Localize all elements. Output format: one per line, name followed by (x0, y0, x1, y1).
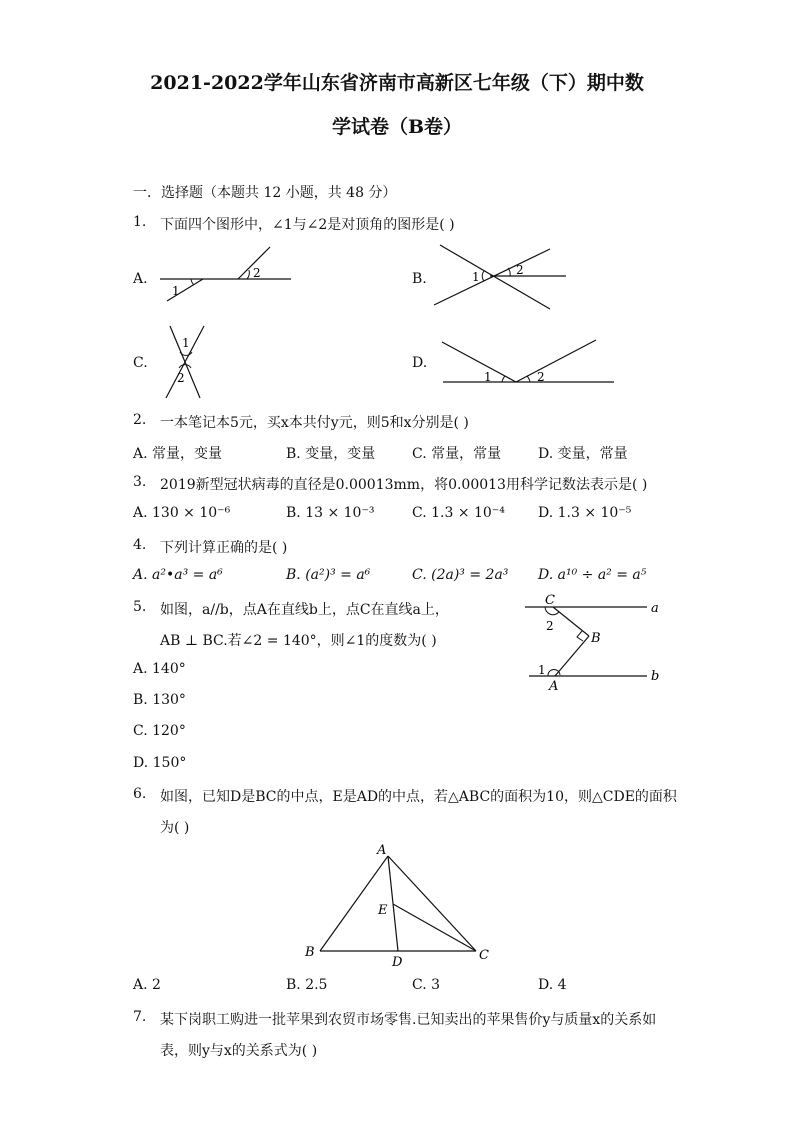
q2-number: 2. (133, 412, 147, 428)
q7-stem-line1: 某下岗职工购进一批苹果到农贸市场零售.已知卖出的苹果售价y与质量x的关系如 (160, 1012, 657, 1028)
q2-stem: 一本笔记本5元，买x本共付y元，则5和x分别是( ) (160, 415, 469, 431)
q1-b-angle1: 1 (472, 270, 480, 284)
q1-option-a-label: A. (133, 271, 148, 287)
q4-option-a: A. a²•a³ = a⁶ (133, 567, 223, 583)
q3-option-d: D. 1.3 × 10⁻⁵ (538, 505, 632, 521)
q4-option-b: B. (a²)³ = a⁶ (286, 567, 371, 583)
q3-stem: 2019新型冠状病毒的直径是0.00013mm，将0.00013用科学记数法表示是( ) (160, 477, 648, 493)
q5-option-b: B. 130° (133, 692, 186, 708)
q2-option-c: C. 常量，常量 (412, 446, 502, 462)
q1-a-angle2: 2 (253, 266, 261, 280)
q1-a-angle1: 1 (172, 284, 180, 298)
q6-stem-line1: 如图，已知D是BC的中点，E是AD的中点，若△ABC的面积为10，则△CDE的面积 (160, 789, 677, 805)
q6-point-a: A (377, 843, 387, 858)
q6-stem-line2: 为( ) (160, 820, 190, 836)
q1-figure-c (160, 322, 220, 402)
q3-option-c: C. 1.3 × 10⁻⁴ (412, 505, 505, 521)
q7-number: 7. (133, 1009, 147, 1025)
q5-point-b: B (591, 631, 601, 646)
section-heading: 一．选择题（本题共 12 小题，共 48 分） (133, 185, 397, 201)
exam-title-line2: 学试卷（B卷） (331, 116, 463, 138)
q4-number: 4. (133, 537, 147, 553)
q1-figure-d (438, 336, 618, 386)
q3-number: 3. (133, 474, 147, 490)
q1-option-b-label: B. (412, 271, 427, 287)
q4-option-c: C. (2a)³ = 2a³ (412, 567, 509, 583)
q5-point-c: C (545, 593, 555, 608)
q2-option-d: D. 变量，常量 (538, 446, 628, 462)
q6-figure-triangle (300, 838, 500, 973)
q1-stem: 下面四个图形中，∠1与∠2是对顶角的图形是( ) (160, 217, 455, 233)
q6-option-a: A. 2 (133, 977, 161, 993)
q6-option-c: C. 3 (412, 977, 441, 993)
q5-option-c: C. 120° (133, 723, 186, 739)
q5-point-a: A (549, 679, 559, 694)
q6-point-d: D (392, 955, 403, 970)
q5-line-label-a: a (651, 601, 659, 616)
q4-option-d: D. a¹⁰ ÷ a² = a⁵ (538, 567, 647, 583)
q5-stem-line2: AB ⊥ BC.若∠2 = 140°，则∠1的度数为( ) (160, 633, 437, 649)
q3-option-b: B. 13 × 10⁻³ (286, 505, 375, 521)
q2-option-b: B. 变量，变量 (286, 446, 376, 462)
q7-stem-line2: 表，则y与x的关系式为( ) (160, 1043, 318, 1059)
q5-option-a: A. 140° (133, 661, 186, 677)
q5-angle2: 2 (546, 619, 554, 633)
exam-title-line1: 2021-2022学年山东省济南市高新区七年级（下）期中数 (150, 72, 644, 94)
q1-figure-a (155, 243, 300, 303)
q5-figure-parallel-lines (515, 590, 665, 695)
q6-point-b: B (305, 945, 315, 960)
q1-c-angle1: 1 (182, 336, 190, 350)
q6-option-d: D. 4 (538, 977, 567, 993)
q6-point-c: C (479, 948, 489, 963)
q1-b-angle2: 2 (516, 263, 524, 277)
q1-option-d-label: D. (412, 355, 428, 371)
q1-option-c-label: C. (133, 355, 148, 371)
q5-option-d: D. 150° (133, 755, 187, 771)
q5-line-label-b: b (651, 669, 660, 684)
q6-option-b: B. 2.5 (286, 977, 328, 993)
q5-stem-line1: 如图，a//b，点A在直线b上，点C在直线a上， (160, 602, 449, 618)
q1-figure-b (432, 243, 577, 313)
q4-stem: 下列计算正确的是( ) (160, 540, 288, 556)
q1-c-angle2: 2 (177, 371, 185, 385)
q6-number: 6. (133, 786, 147, 802)
q1-d-angle2: 2 (537, 370, 545, 384)
q2-option-a: A. 常量，变量 (133, 446, 223, 462)
q1-number: 1. (133, 214, 147, 230)
q3-option-a: A. 130 × 10⁻⁶ (133, 505, 231, 521)
q5-angle1: 1 (538, 663, 546, 677)
q1-d-angle1: 1 (484, 370, 492, 384)
q5-number: 5. (133, 599, 147, 615)
q6-point-e: E (378, 903, 388, 918)
